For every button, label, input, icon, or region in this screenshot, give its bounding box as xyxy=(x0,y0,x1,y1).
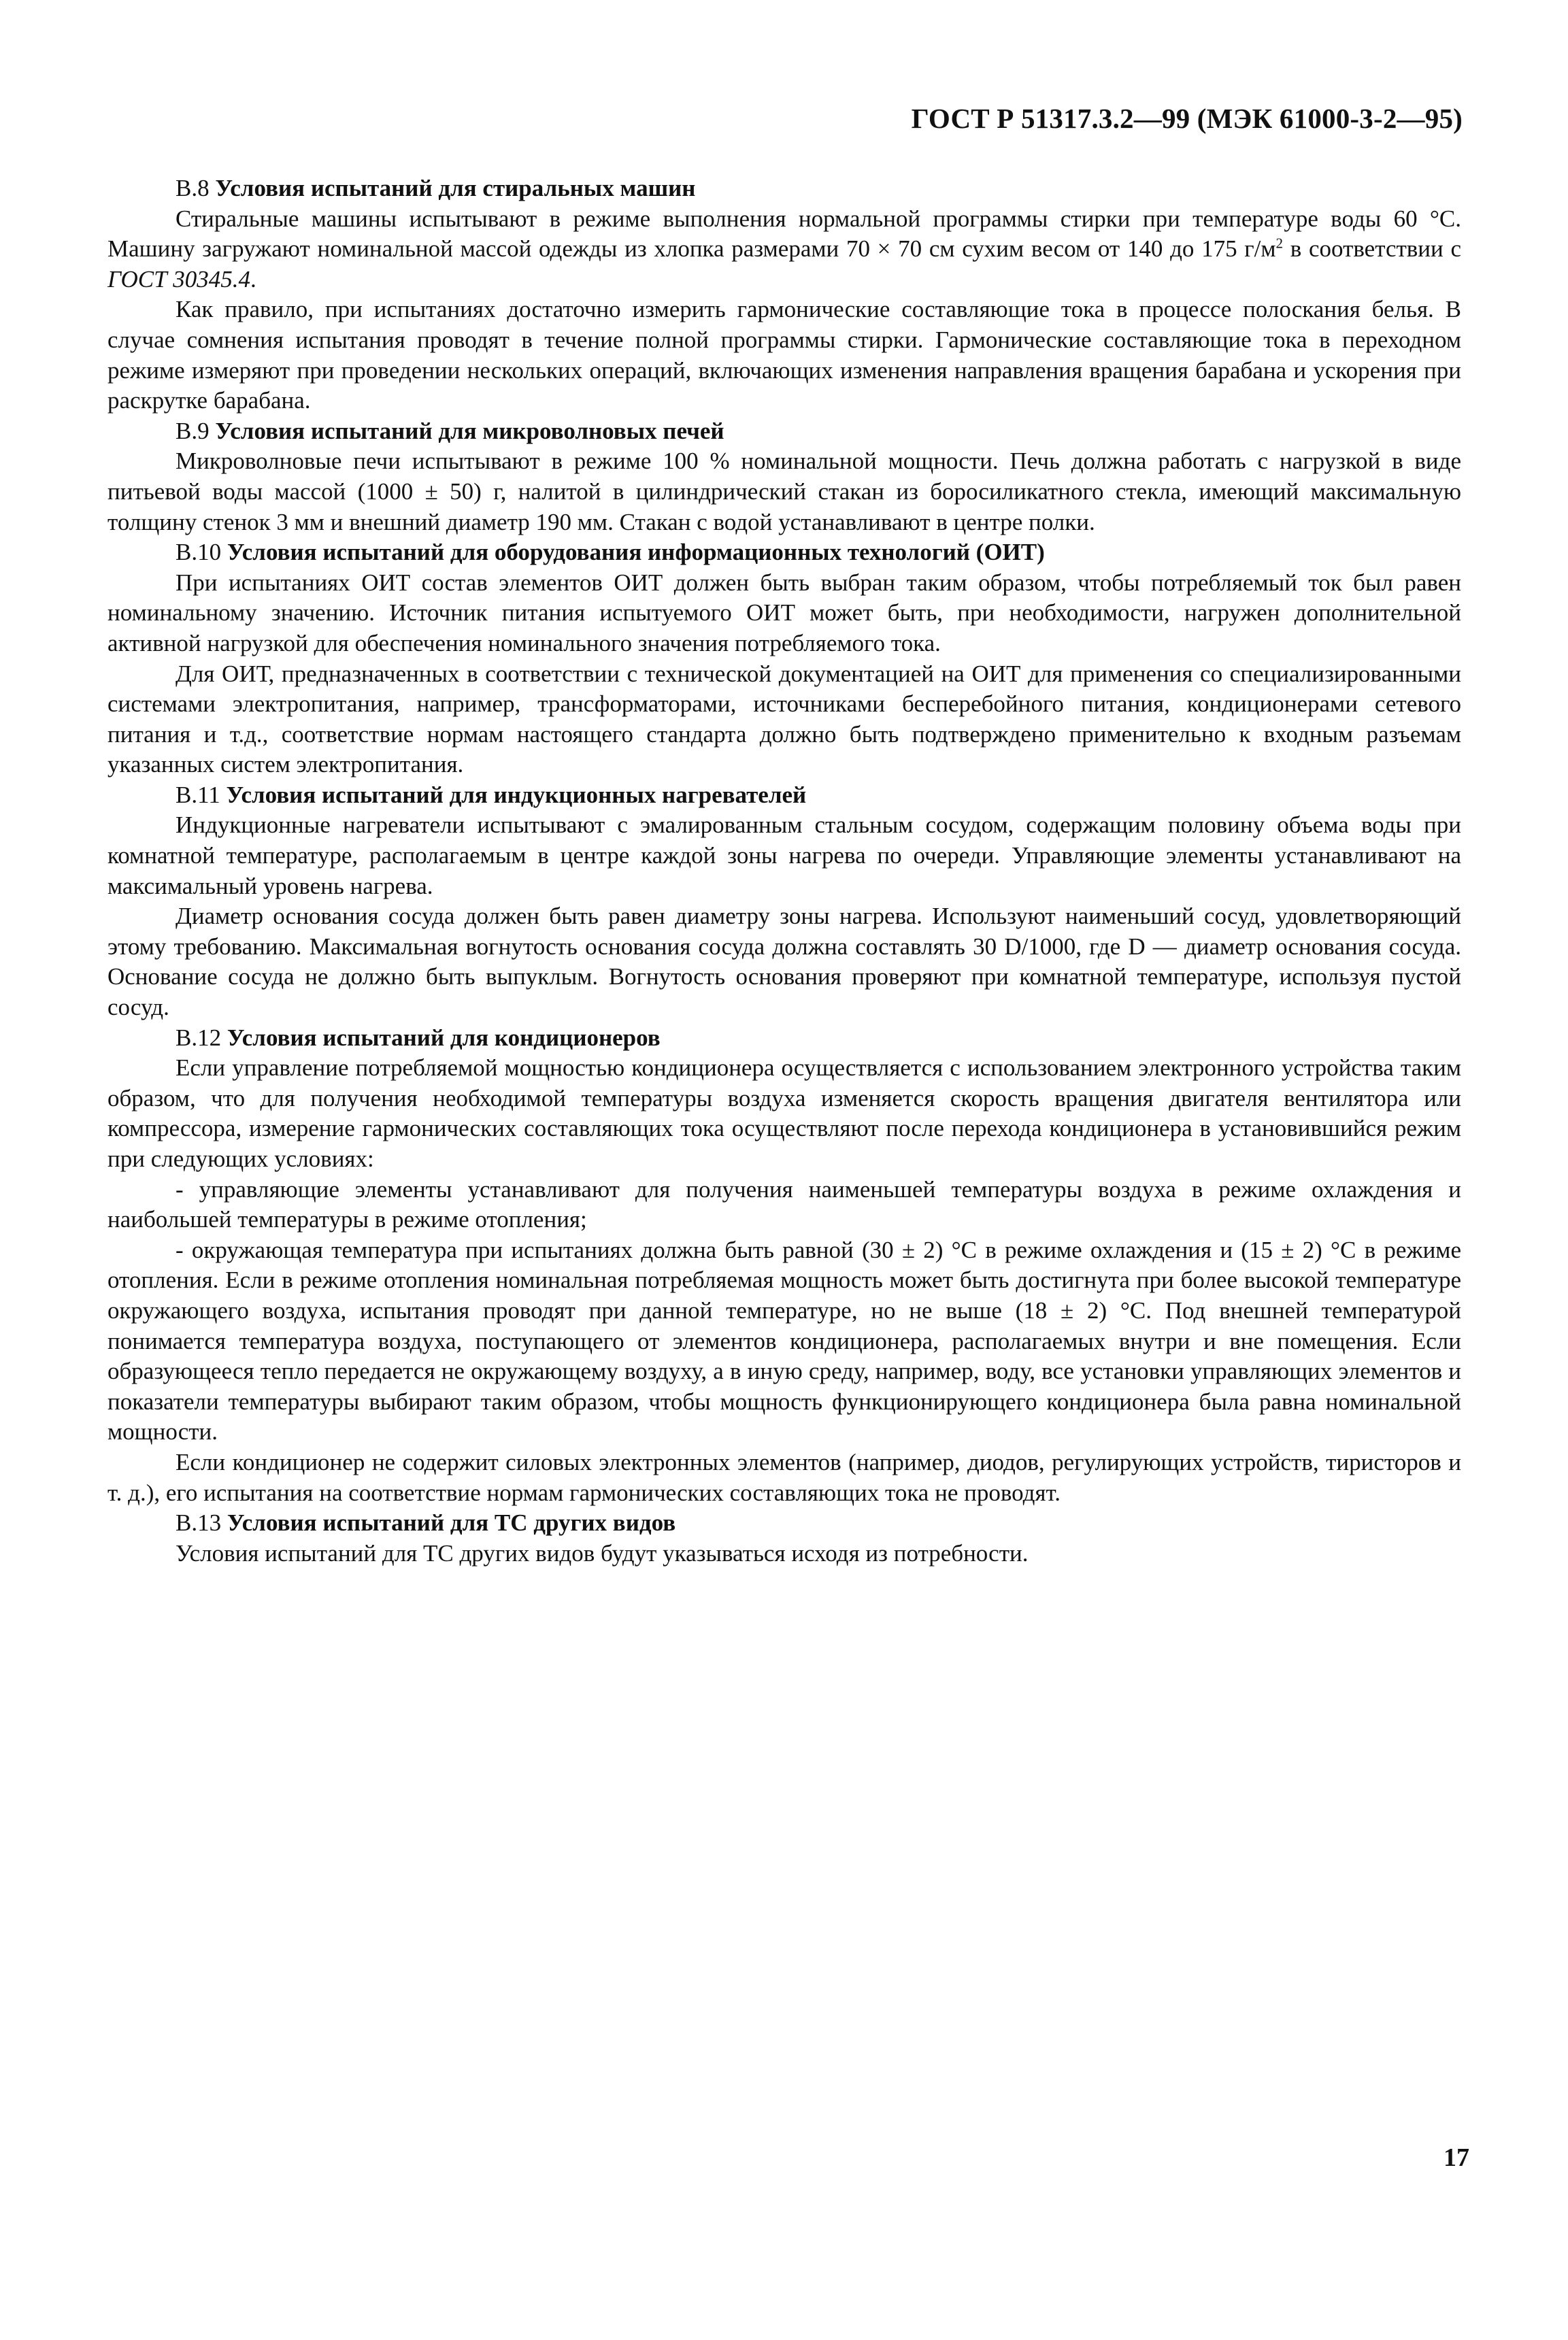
section-number: В.12 xyxy=(176,1024,222,1051)
paragraph-text: . xyxy=(250,265,256,292)
section-heading xyxy=(107,173,1461,204)
section-number: В.9 xyxy=(176,417,210,444)
paragraph: Условия испытаний для ТС других видов будут указываться исходя из потребности. xyxy=(176,1539,1029,1567)
paragraph: Микроволновые печи испытывают в режиме 100 % номинальной мощности. Печь должна работать с нагрузкой в виде питьевой воды массой (1000 ± 50) г, налитой в цилиндрический стакан из боросиликатного стекла, имеющий максимальную толщину стенок 3 мм и внешний диаметр 190 мм. Стакан с водой устанавливают в центре полки. xyxy=(107,448,1461,535)
paragraph-text: в соответствии с xyxy=(1283,235,1462,263)
section-number: В.11 xyxy=(176,781,220,808)
section-title: Условия испытаний для ТС других видов xyxy=(227,1509,676,1537)
section-b11 xyxy=(107,780,1461,1023)
dash-list-item: - управляющие элементы устанавливают для получения наименьшей температуры воздуха в режиме охлаждения и наибольшей температуры в режиме отопления; xyxy=(107,1175,1461,1233)
section-number: В.13 xyxy=(176,1509,222,1537)
paragraph: Если кондиционер не содержит силовых электронных элементов (например, диодов, регулирующих устройств, тиристоров и т. д.), его испытания на соответствие нормам гармонических составляющих тока не проводят. xyxy=(107,1448,1461,1506)
standard-reference: ГОСТ 30345.4 xyxy=(107,265,251,292)
section-heading xyxy=(107,537,1461,568)
paragraph xyxy=(107,204,1461,295)
section-title: Условия испытаний для микроволновых печей xyxy=(215,417,724,444)
section-b8 xyxy=(107,173,1461,416)
section-title: Условия испытаний для стиральных машин xyxy=(215,175,696,201)
section-b10 xyxy=(107,537,1461,780)
paragraph: Если управление потребляемой мощностью кондиционера осуществляется с использованием электронного устройства таким образом, что для получения необходимой температуры воздуха изменяется скорость вращения двигателя вентилятора или компрессора, измерение гармонических составляющих тока осуществляют после перехода кондиционера в установившийся режим при следующих условиях: xyxy=(107,1054,1461,1172)
standard-designation-header: ГОСТ Р 51317.3.2—99 (МЭК 61000-3-2—95) xyxy=(911,103,1463,134)
paragraph: При испытаниях ОИТ состав элементов ОИТ должен быть выбран таким образом, чтобы потребляемый ток был равен номинальному значению. Источник питания испытуемого ОИТ может быть, при необходимости, нагружен дополнительной активной нагрузкой для обеспечения номинального значения потребляемого тока. xyxy=(107,569,1461,656)
paragraph: Как правило, при испытаниях достаточно измерить гармонические составляющие тока в процессе полоскания белья. В случае сомнения испытания проводят в течение полной программы стирки. Гармонические составляющие тока в переходном режиме измеряют при проведении нескольких операций, включающих изменения направления вращения барабана и ускорения при раскрутке барабана. xyxy=(107,296,1461,414)
section-heading xyxy=(107,1023,1461,1054)
section-b12 xyxy=(107,1023,1461,1509)
dash-list-item: - окружающая температура при испытаниях должна быть равной (30 ± 2) °С в режиме охлаждения и (15 ± 2) °С в режиме отопления. Если в режиме отопления номинальная потребляемая мощность может быть достигнута при более высокой температуре окружающего воздуха, испытания проводят при данной температуре, но не выше (18 ± 2) °С. Под внешней температурой понимается температура воздуха, поступающего от элементов кондиционера, располагаемых внутри и вне помещения. Если образующееся тепло передается не окружающему воздуху, а в иную среду, например, воду, все установки управляющих элементов и показатели температуры выбирают таким образом, чтобы мощность функционирующего кондиционера была равна номинальной мощности. xyxy=(107,1236,1461,1445)
paragraph-text: Стиральные машины испытывают в режиме выполнения нормальной программы стирки при температуре воды 60 °С. Машину загружают номинальной массой одежды из хлопка размерами 70 × 70 см сухим весом от 140 до 175 г/м xyxy=(107,205,1461,263)
paragraph: Для ОИТ, предназначенных в соответствии с технической документацией на ОИТ для применения со специализированными системами электропитания, например, трансформаторами, источниками бесперебойного питания, кондиционерами сетевого питания и т.д., соответствие нормам настоящего стандарта должно быть подтверждено применительно к входным разъемам указанных систем электропитания. xyxy=(107,660,1461,778)
superscript: 2 xyxy=(1275,235,1284,252)
document-body xyxy=(107,173,1461,1569)
section-b13 xyxy=(107,1508,1461,1569)
section-number: В.10 xyxy=(176,539,222,566)
section-title: Условия испытаний для кондиционеров xyxy=(227,1024,661,1051)
paragraph: Индукционные нагреватели испытывают с эмалированным стальным сосудом, содержащим половину объема воды при комнатной температуре, располагаемым в центре каждой зоны нагрева по очереди. Управляющие элементы устанавливают на максимальный уровень нагрева. xyxy=(107,812,1461,899)
section-b9 xyxy=(107,416,1461,537)
page-number: 17 xyxy=(1444,2143,1469,2172)
section-title: Условия испытаний для индукционных нагревателей xyxy=(226,781,807,808)
section-heading xyxy=(107,416,1461,447)
section-number: В.8 xyxy=(176,175,210,201)
section-title: Условия испытаний для оборудования информационных технологий (ОИТ) xyxy=(227,539,1045,566)
section-heading xyxy=(107,1508,1461,1539)
section-heading xyxy=(107,780,1461,811)
paragraph: Диаметр основания сосуда должен быть равен диаметру зоны нагрева. Используют наименьший сосуд, удовлетворяющий этому требованию. Максимальная вогнутость основания сосуда должна составлять 30 D/1000, где D — диаметр основания сосуда. Основание сосуда не должно быть выпуклым. Вогнутость основания проверяют при комнатной температуре, используя пустой сосуд. xyxy=(107,903,1461,1021)
